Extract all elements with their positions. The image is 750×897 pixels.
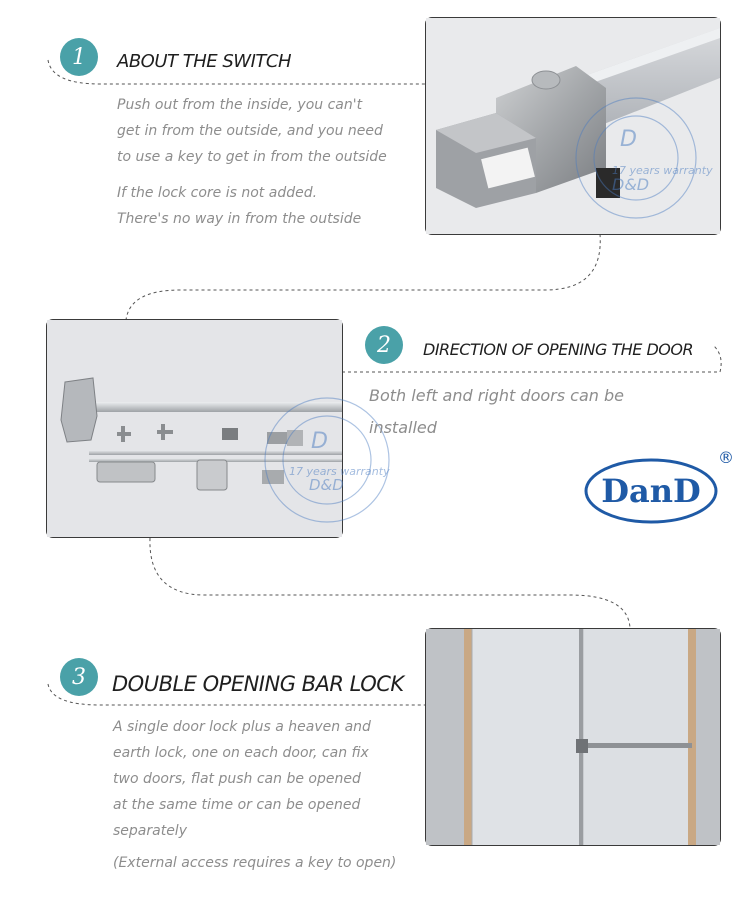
double-door-photo: [425, 628, 721, 846]
step-3-number: 3: [72, 664, 86, 690]
section-1-title: ABOUT THE SWITCH: [117, 51, 291, 72]
svg-text:D: D: [311, 429, 328, 454]
kit-contents-photo: [46, 319, 390, 538]
connector-1-2: [126, 234, 600, 320]
section-3-line: earth lock, one on each door, can fix: [113, 745, 369, 761]
section-1-line: Push out from the inside, you can't: [117, 97, 363, 113]
section-2-line: Both left and right doors can be: [369, 386, 624, 405]
section-1-line: If the lock core is not added.: [117, 185, 318, 201]
section-2-title: DIRECTION OF OPENING THE DOOR: [423, 340, 694, 359]
connector-2-3: [150, 538, 630, 628]
watermark-warranty: 17 years warranty: [289, 465, 390, 478]
logo-text: DanD: [601, 472, 701, 510]
section-3-paragraph: [113, 714, 371, 844]
section-3-line: A single door lock plus a heaven and: [113, 719, 371, 735]
dand-logo: [584, 458, 718, 524]
step-2-number: 2: [377, 332, 391, 358]
section-2-paragraph: [369, 380, 624, 444]
section-1-paragraph: [117, 92, 387, 170]
section-1-line: to use a key to get in from the outside: [117, 149, 387, 165]
section-3-line: two doors, flat push can be opened: [113, 771, 361, 787]
section-3-line: at the same time or can be opened: [113, 797, 361, 813]
step-3-badge: [60, 658, 98, 696]
watermark-warranty: 17 years warranty: [612, 164, 713, 177]
svg-text:D: D: [620, 127, 637, 152]
section-1-line: There's no way in from the outside: [117, 211, 362, 227]
switch-closeup-photo: [425, 17, 721, 235]
section-3-note: (External access requires a key to open): [113, 855, 397, 871]
section-1-paragraph-2: [117, 180, 361, 232]
section-3-line: separately: [113, 823, 187, 839]
step-1-number: 1: [72, 44, 86, 70]
section-1-line: get in from the outside, and you need: [117, 123, 383, 139]
registered-mark: ®: [718, 448, 734, 467]
step-1-badge: [60, 38, 98, 76]
step-2-badge: [365, 326, 403, 364]
section-3-title: DOUBLE OPENING BAR LOCK: [112, 672, 404, 696]
watermark-brand: D&D: [309, 476, 344, 494]
section-2-line: installed: [369, 418, 437, 437]
watermark-brand: D&D: [612, 175, 650, 194]
